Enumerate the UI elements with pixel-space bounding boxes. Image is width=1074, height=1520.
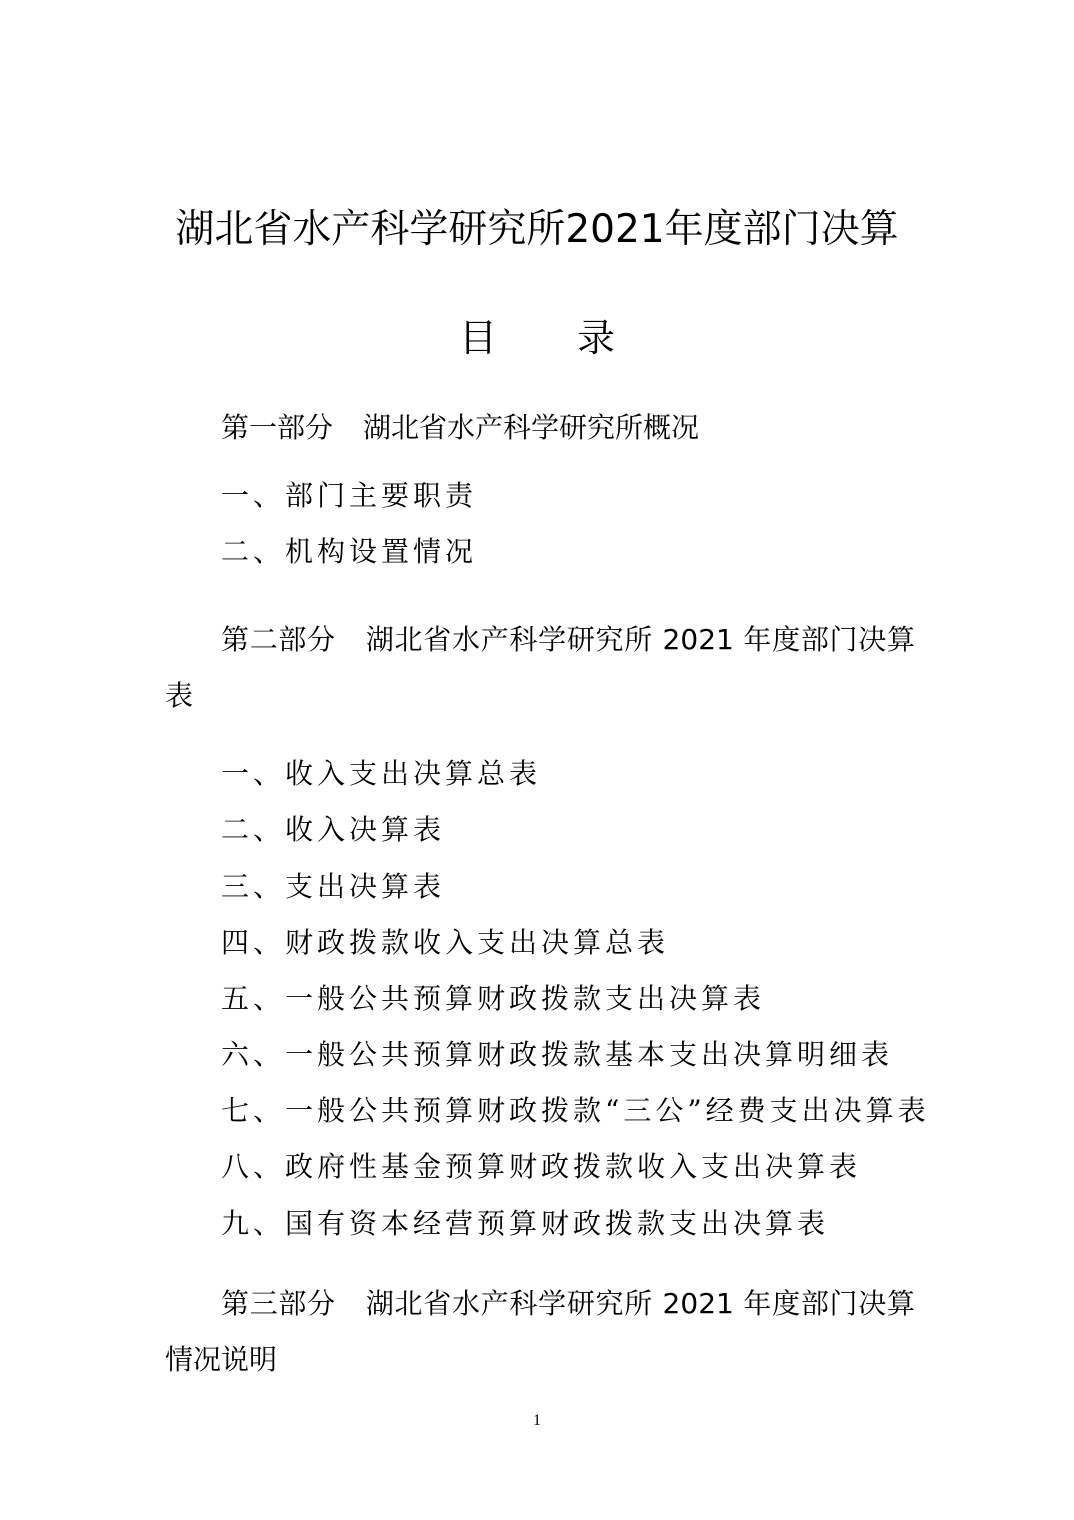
toc-item: 四、财政拨款收入支出决算总表 [221, 926, 670, 959]
toc-item: 一、收入支出决算总表 [221, 757, 542, 790]
part-2-text: 湖北省水产科学研究所 2021 年度部门决算表 [165, 623, 915, 712]
part-1-text: 湖北省水产科学研究所概况 [363, 411, 700, 444]
part-2-label: 第二部分 [221, 623, 336, 656]
toc-heading: 目录 [458, 316, 695, 360]
toc-item: 三、支出决算表 [221, 870, 446, 903]
toc-item: 二、机构设置情况 [221, 535, 478, 568]
toc-item: 一、部门主要职责 [221, 479, 478, 512]
part-3-heading [165, 1276, 915, 1388]
page-number: 1 [533, 1412, 541, 1429]
part-2-heading [165, 612, 915, 724]
toc-item: 八、政府性基金预算财政拨款收入支出决算表 [221, 1150, 862, 1183]
toc-item: 九、国有资本经营预算财政拨款支出决算表 [221, 1207, 830, 1240]
part-1-label: 第一部分 [221, 411, 334, 444]
part-3-label: 第三部分 [221, 1287, 336, 1320]
toc-item: 七、一般公共预算财政拨款“三公”经费支出决算表 [221, 1094, 930, 1127]
toc-item: 五、一般公共预算财政拨款支出决算表 [221, 982, 766, 1015]
part-3-text: 湖北省水产科学研究所 2021 年度部门决算情况说明 [165, 1287, 915, 1376]
part-1-heading [165, 400, 915, 456]
toc-item: 二、收入决算表 [221, 813, 446, 846]
document-title: 湖北省水产科学研究所2021年度部门决算 [175, 207, 899, 252]
toc-item: 六、一般公共预算财政拨款基本支出决算明细表 [221, 1038, 894, 1071]
